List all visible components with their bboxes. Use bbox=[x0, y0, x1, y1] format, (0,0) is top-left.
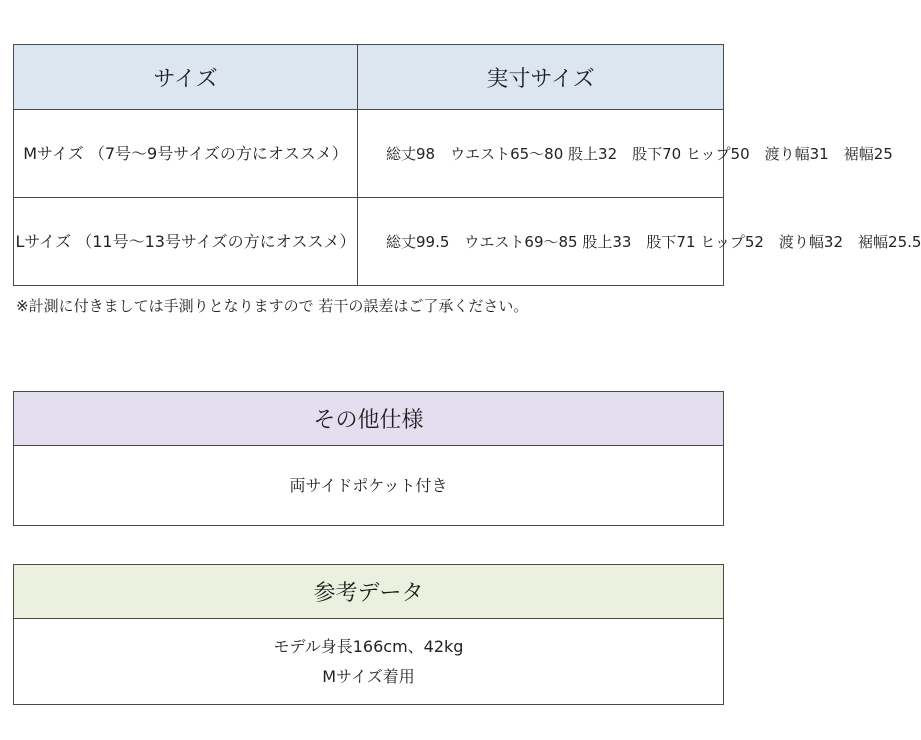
size-name: Mサイズ bbox=[23, 143, 84, 163]
size-cell-m bbox=[14, 110, 358, 198]
other-spec-box bbox=[13, 391, 724, 526]
model-size-worn: Mサイズ着用 bbox=[322, 667, 415, 686]
other-spec-title: その他仕様 bbox=[14, 392, 723, 446]
measurement-line: 総丈99.5 ウエスト69～85 股上33 股下71 bbox=[386, 232, 696, 251]
other-spec-body bbox=[14, 446, 723, 526]
size-table-header-row bbox=[14, 45, 724, 110]
measurement-note: ※計測に付きましては手測りとなりますので 若干の誤差はご了承ください。 bbox=[16, 297, 529, 315]
table-row bbox=[14, 110, 724, 198]
table-row bbox=[14, 198, 724, 286]
size-cell-l bbox=[14, 198, 358, 286]
reference-data-body bbox=[14, 619, 723, 705]
size-table bbox=[13, 44, 921, 286]
measurement-line: ヒップ52 渡り幅32 裾幅25.5 bbox=[700, 232, 921, 251]
measurement-cell-l bbox=[358, 198, 921, 286]
size-column-header: サイズ bbox=[14, 45, 358, 110]
size-recommendation: （7号～9号サイズの方にオススメ） bbox=[88, 143, 348, 163]
measurement-line: ヒップ50 渡り幅31 裾幅25 bbox=[686, 144, 893, 163]
actual-size-column-header: 実寸サイズ bbox=[358, 45, 724, 110]
reference-data-title: 参考データ bbox=[14, 565, 723, 619]
other-spec-text: 両サイドポケット付き bbox=[289, 476, 448, 495]
model-height-weight: モデル身長166cm、42kg bbox=[273, 637, 464, 656]
size-recommendation: （11号～13号サイズの方にオススメ） bbox=[76, 231, 356, 251]
size-name: Lサイズ bbox=[15, 231, 72, 251]
measurement-cell-m bbox=[358, 110, 893, 198]
measurement-line: 総丈98 ウエスト65～80 股上32 股下70 bbox=[386, 144, 682, 163]
reference-data-box bbox=[13, 564, 724, 705]
